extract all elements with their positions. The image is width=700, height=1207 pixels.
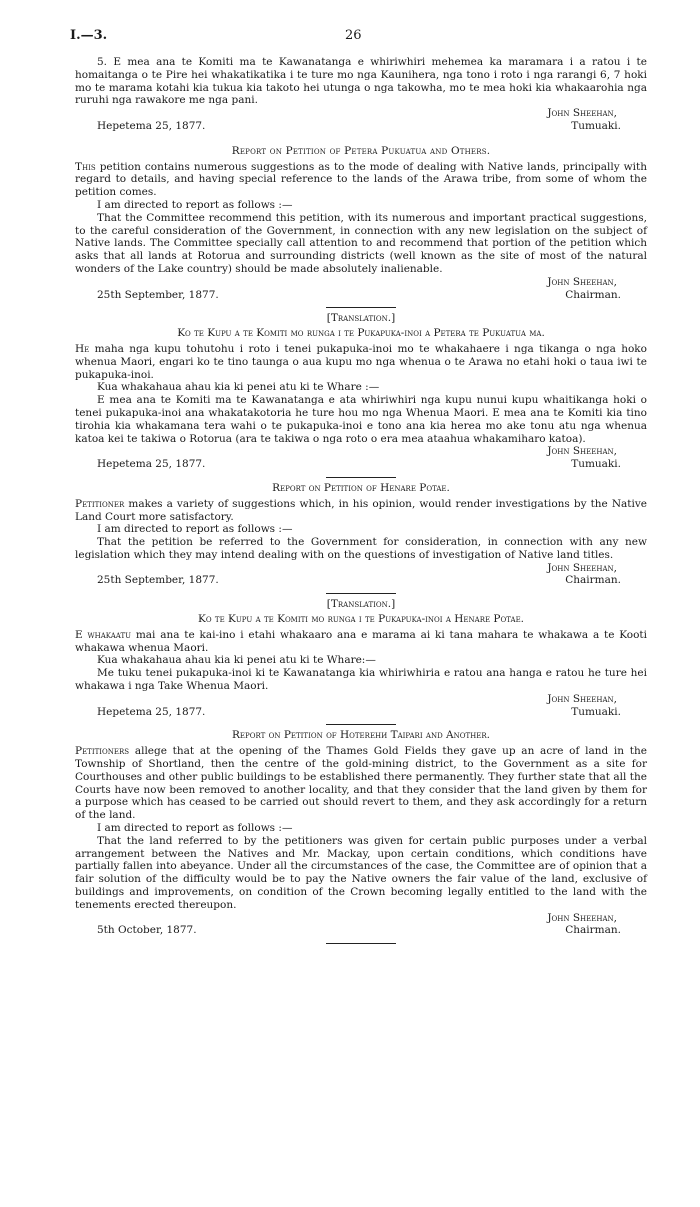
clause-paragraph: 5. E mea ana te Komiti ma te Kawanatanga e whiriwhiri mehemea ka maramara i a ratou i te homaitanga o te Pire hei whakatikatika i te ture mo nga Kaunihera, nga tono i roto i nga rarangi 6, 7 hoki mo te marama kotahi kia tukua kia takoto hei utunga o nga takowha, mo te mea hoki kia whakaarohia nga ruruhi nga rawakore me nga pani. — [75, 56, 647, 107]
signature: John Sheehan, — [547, 107, 617, 120]
section-translation-potae — [75, 598, 647, 718]
paragraph-text: makes a variety of suggestions which, in his opinion, would render investigations by the Native Land Court more satisfactory. — [75, 497, 647, 523]
recommendation-paragraph: Me tuku tenei pukapuka-inoi ki te Kawanatanga kia whiriwhiria e ratou ana hanga e ratou he ture hei whakawa i nga Take Whenua Maori. — [75, 667, 647, 693]
body-paragraph — [75, 343, 647, 381]
body-paragraph — [75, 161, 647, 199]
dateline — [75, 458, 647, 471]
paragraph-text: mai ana te kai-ino i etahi whakaaro ana e marama ai ki tana mahara te whakawa a te Kooti whakawa whenua Maori. — [75, 628, 647, 654]
role: Tumuaki. — [571, 119, 621, 132]
translation-label: [Translation.] — [326, 312, 396, 325]
recommendation-paragraph: That the petition be referred to the Government for consideration, in connection with any new legislation which they may intend dealing with on the questions of investigation of Native land titles. — [75, 536, 647, 561]
lead-word: Petitioners — [75, 745, 130, 758]
section-report-taipari — [75, 729, 647, 937]
body-paragraph — [75, 745, 647, 822]
dateline — [75, 574, 647, 587]
page-number: 26 — [345, 28, 362, 43]
dateline — [75, 120, 647, 133]
signature: John Sheehan, — [547, 692, 617, 705]
section-report-pukuatua — [75, 145, 647, 302]
section-title: Ko te Kupu a te Komiti mo runga i te Pukapuka-inoi a Henare Potae. — [197, 613, 525, 626]
section-divider — [326, 724, 396, 725]
date: 5th October, 1877. — [97, 924, 197, 937]
signature: John Sheehan, — [547, 275, 617, 288]
date: 25th September, 1877. — [97, 288, 219, 301]
date: 25th September, 1877. — [97, 574, 219, 587]
body-paragraph — [75, 629, 647, 655]
role: Tumuaki. — [571, 705, 621, 718]
section-title: Report on Petition of Hoterени Taipari and Another. — [232, 729, 490, 742]
date: Hepetema 25, 1877. — [97, 705, 206, 718]
date: Hepetema 25, 1877. — [97, 119, 206, 132]
paragraph-text: maha nga kupu tohutohu i roto i tenei pukapuka-inoi mo te whakahaere i nga tikanga o nga hoko whenua Maori, engari ko te tino taunga o aua kupu mo nga whenua o te Arawa no etahi hoki o taua iwi te pukapuka-inoi. — [75, 342, 647, 381]
section-report-potae — [75, 482, 647, 587]
section-title: Report on Petition of Petera Pukuatua and Others. — [231, 144, 491, 157]
role: Chairman. — [565, 574, 621, 587]
document-page — [70, 28, 647, 948]
lead-word: He — [75, 342, 90, 355]
paragraph-text: allege that at the opening of the Thames Gold Fields they gave up an acre of land in the Township of Shortland, then the centre of the gold-mining district, to the Government as a site for Courthouses and other public buildings to be established there permanently. They further state that all the Courts have now been removed to another locality, and that they consider that the land given by them for a purpose which has ceased to be carried out should revert to them, and they ask accordingly for a return of the land. — [75, 745, 647, 822]
translation-label: [Translation.] — [326, 598, 396, 611]
section-title: Ko te Kupu a te Komiti mo runga i te Pukapuka-inoi a Petera te Pukuatua ma. — [177, 327, 545, 340]
section-divider — [326, 477, 396, 478]
signature: John Sheehan, — [547, 911, 617, 924]
recommendation-paragraph: That the land referred to by the petitioners was given for certain public purposes under a verbal arrangement between the Natives and Mr. Mackay, upon certain conditions, which conditions have partially fallen into abeyance. Under all the circumstances of the case, the Committee are of opinion that a fair solution of the difficulty would be to pay the Native owners the fair value of the land, exclusive of buildings and improvements, on condition of the Crown becoming legally entitled to the land with the tenements erected thereupon. — [75, 834, 647, 911]
section-title: Report on Petition of Henare Potae. — [272, 481, 450, 494]
dateline — [75, 706, 647, 719]
section-translation-pukuatua — [75, 312, 647, 471]
signature: John Sheehan, — [547, 445, 617, 458]
role: Chairman. — [565, 288, 621, 301]
directive-line: I am directed to report as follows :— — [97, 198, 293, 211]
lead-word: E whakaatu — [75, 628, 132, 641]
directive-line: Kua whakahaua ahau kia ki penei atu ki te Whare:— — [97, 654, 376, 667]
paragraph-text: petition contains numerous suggestions as to the mode of dealing with Native lands, principally with regard to details, and having special reference to the lands of the Arawa tribe, from some of whom the petition comes. — [75, 160, 647, 199]
section-divider — [326, 307, 396, 308]
signature: John Sheehan, — [547, 561, 617, 574]
lead-word: Petitioner — [75, 497, 125, 510]
page-header — [70, 28, 647, 56]
directive-line: I am directed to report as follows :— — [97, 822, 293, 835]
directive-line: Kua whakahaua ahau kia ki penei atu ki te Whare :— — [97, 381, 380, 394]
directive-line: I am directed to report as follows :— — [97, 523, 293, 536]
dateline — [75, 289, 647, 302]
body-paragraph — [75, 498, 647, 524]
recommendation-paragraph: That the Committee recommend this petition, with its numerous and important practical suggestions, to the careful consideration of the Government, in connection with any new legislation on the subject of Native lands. The Committee specially call attention to and recommend that portion of the petition which asks that all lands at Rotorua and surrounding districts (well known as the site of most of the natural wonders of the Lake country) should be made absolutely inalienable. — [75, 211, 647, 275]
lead-word: This — [75, 160, 96, 173]
role: Tumuaki. — [571, 458, 621, 471]
section-divider — [326, 593, 396, 594]
role: Chairman. — [565, 924, 621, 937]
dateline — [75, 924, 647, 937]
section-divider — [326, 943, 396, 944]
section-clause-5 — [75, 56, 647, 133]
document-reference: I.—3. — [70, 28, 108, 43]
date: Hepetema 25, 1877. — [97, 458, 206, 471]
recommendation-paragraph: E mea ana te Komiti ma te Kawanatanga e ata whiriwhiri nga kupu nunui kupu whaitikanga hoki o tenei pukapuka-inoi ana whakatakotoria he ture hou mo nga Whenua Maori. E mea ana te Komiti kia tino tirohia kia whakamana tera wahi o te pukapuka-inoi e tono ana kia herea mo ake tonu atu nga whenua katoa kei te takiwa o Rotorua (ara te takiwa o nga roto o era mea ataahua whakamiharo katoa). — [75, 394, 647, 445]
